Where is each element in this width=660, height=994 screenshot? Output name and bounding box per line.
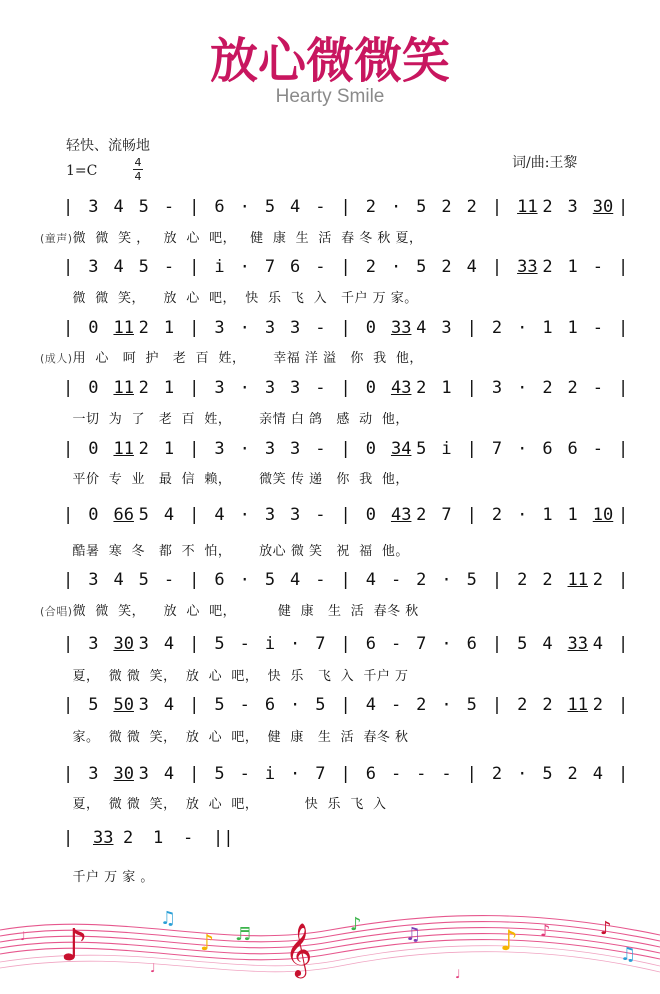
lyric-indent [40, 797, 72, 812]
lyrics-line [40, 287, 620, 307]
notation-line: | 3 30 3 4 | 5 - i · 7 | 6 - 7 · 6 | 5 4 33 4 | [63, 634, 629, 654]
lyrics-text: 酷暑 寒 冬 都 不 怕， 放心 微 笑 祝 福 他。 [72, 544, 409, 559]
lyric-indent [40, 669, 72, 684]
music-note-decoration-icon: ♪ [540, 921, 551, 940]
notation-line: | 0 11 2 1 | 3 · 3 3 - | 0 34 5 i | 7 · 6 6 - | [63, 439, 629, 459]
music-note-decoration-icon: ♫ [620, 944, 637, 965]
time-signature-bottom: 4 [134, 170, 142, 183]
lyrics-line [40, 726, 620, 746]
music-note-decoration-icon: ♩ [20, 929, 26, 943]
voice-part-label: (童声) [40, 232, 73, 245]
credits: 词/曲:王黎 [512, 155, 578, 171]
eighth-note-icon: ♪ [60, 920, 89, 971]
voice-part-label: (合唱) [40, 605, 73, 618]
decorative-staff-svg [0, 900, 660, 990]
music-note-decoration-icon: ♫ [160, 908, 177, 929]
lyric-indent [40, 870, 72, 885]
lyrics-text: 用 心 呵 护 老 百 姓， 幸福 洋 溢 你 我 他， [72, 351, 423, 366]
notation-line: | 33 2 1 - || [63, 828, 234, 848]
time-signature-top: 4 [134, 156, 142, 169]
lyrics-line [40, 665, 620, 685]
music-note-decoration-icon: ♫ [405, 924, 422, 945]
notation-line: | 3 4 5 - | i · 7 6 - | 2 · 5 2 4 | 33 2 1 - | [63, 257, 629, 277]
lyrics-line [40, 227, 620, 247]
lyrics-text: 平价 专 业 最 信 赖， 微笑 传 递 你 我 他， [72, 472, 409, 487]
notation-line: | 0 11 2 1 | 3 · 3 3 - | 0 33 4 3 | 2 · 1 1 - | [63, 318, 629, 338]
notation-line: | 0 11 2 1 | 3 · 3 3 - | 0 43 2 1 | 3 · 2 2 - | [63, 378, 629, 398]
tempo-marking: 轻快、流畅地 [66, 138, 150, 154]
lyrics-text: 一切 为 了 老 百 姓， 亲情 白 鸽 感 动 他， [72, 412, 409, 427]
lyrics-line [40, 468, 620, 488]
lyrics-text: 微 微 笑， 放 心 吧， 快 乐 飞 入 千户 万 家。 [72, 291, 418, 306]
music-note-decoration-icon: ♪ [600, 918, 612, 939]
lyrics-line [40, 866, 620, 886]
notation-line: | 3 4 5 - | 6 · 5 4 - | 4 - 2 · 5 | 2 2 11 2 | [63, 570, 629, 590]
lyric-indent [40, 544, 72, 559]
lyrics-line [40, 793, 620, 813]
music-note-decoration-icon: ♪ [350, 914, 362, 935]
lyric-indent [40, 291, 72, 306]
page-title: 放心微微笑 [209, 33, 450, 89]
lyrics-text: 微 微 笑 ， 放 心 吧， 健 康 生 活 春 冬 秋 夏， [72, 231, 423, 246]
music-note-decoration-icon: ♬ [235, 924, 252, 945]
page-subtitle: Hearty Smile [275, 86, 385, 107]
music-note-decoration-icon: ♩ [455, 967, 461, 981]
notation-line: | 5 50 3 4 | 5 - 6 · 5 | 4 - 2 · 5 | 2 2 11 2 | [63, 695, 629, 715]
treble-clef-icon: 𝄞 [285, 922, 313, 976]
key-signature: 1=C [66, 163, 98, 179]
lyrics-text: 夏， 微 微 笑， 放 心 吧， 快 乐 飞 入 [72, 797, 387, 812]
music-note-decoration-icon: ♪ [200, 931, 215, 956]
lyrics-text: 家。 微 微 笑， 放 心 吧， 健 康 生 活 春冬 秋 [72, 730, 409, 745]
notation-line: | 3 30 3 4 | 5 - i · 7 | 6 - - - | 2 · 5 2 4 | [63, 764, 629, 784]
notation-line: | 3 4 5 - | 6 · 5 4 - | 2 · 5 2 2 | 11 2 3 30 | [63, 197, 629, 217]
music-staff-decoration [0, 900, 660, 990]
lyric-indent [40, 412, 72, 427]
lyric-indent [40, 472, 72, 487]
lyrics-line [40, 540, 620, 560]
music-note-decoration-icon: ♪ [500, 924, 518, 957]
lyrics-text: 夏， 微 微 笑， 放 心 吧， 快 乐 飞 入 千户 万 [72, 669, 409, 684]
lyric-indent [40, 730, 72, 745]
lyrics-line [40, 600, 620, 620]
lyrics-text: 千户 万 家 。 [72, 870, 154, 885]
music-note-decoration-icon: ♩ [150, 961, 156, 975]
notation-line: | 0 66 5 4 | 4 · 3 3 - | 0 43 2 7 | 2 · 1 1 10 | [63, 505, 629, 525]
voice-part-label: (成人) [40, 352, 73, 365]
lyrics-line [40, 347, 620, 367]
lyrics-line [40, 408, 620, 428]
lyrics-text: 微 微 笑， 放 心 吧， 健 康 生 活 春冬 秋 [72, 604, 419, 619]
